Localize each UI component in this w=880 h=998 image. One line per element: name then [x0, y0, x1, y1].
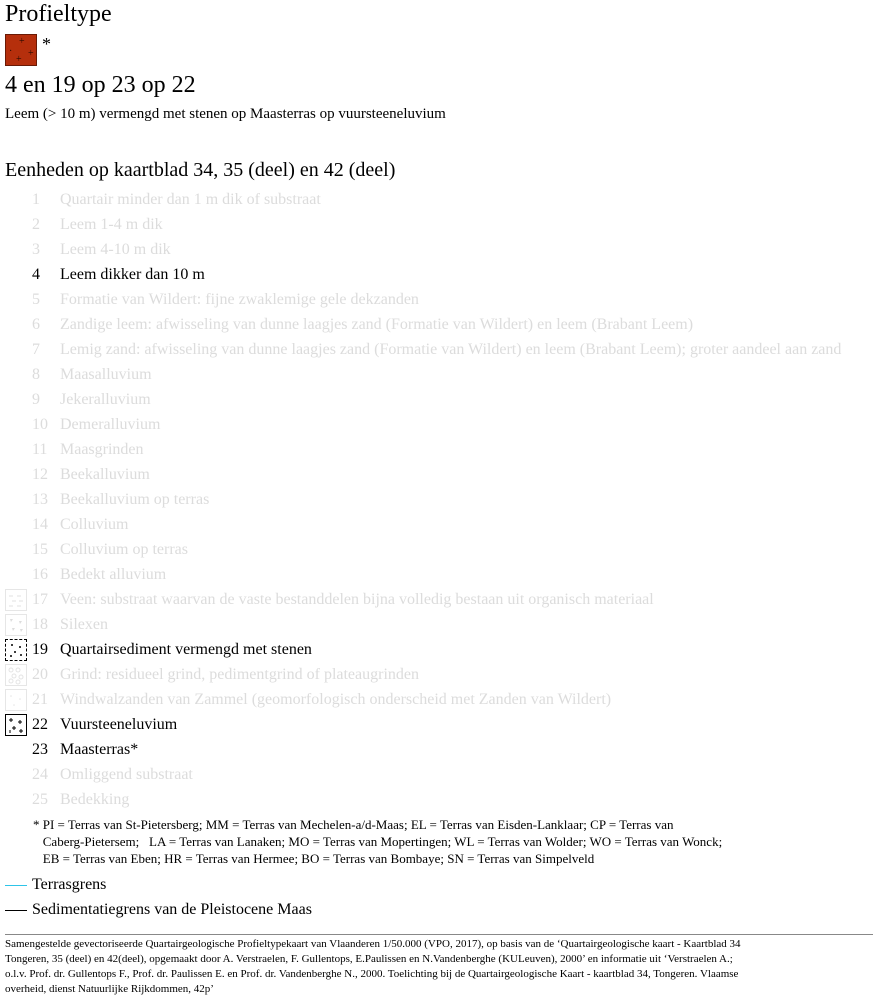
unit-label: Zandige leem: afwisseling van dunne laagjes zand (Formatie van Wildert) en leem (Brabant Leem) — [60, 315, 694, 333]
unit-row-9 — [5, 387, 880, 412]
profile-color-swatch: + · + + — [5, 34, 37, 66]
source-line: Tongeren, 35 (deel) en 42(deel), opgemaakt door A. Verstraelen, F. Gullentops, E.Paulissen en N.Vandenberghe (KULeuven), 2000’ en informatie uit ‘Verstraelen A.; — [5, 953, 733, 965]
profile-swatch-row — [5, 34, 51, 66]
note-line: EB = Terras van Eben; HR = Terras van Hermee; BO = Terras van Bombaye; SN = Terras van Simpelveld — [33, 851, 595, 866]
unit-row-8 — [5, 362, 880, 387]
unit-icon-empty — [5, 364, 27, 386]
unit-number: 3 — [32, 240, 40, 258]
unit-icon-empty — [5, 414, 27, 436]
profile-code: 4 en 19 op 23 op 22 — [5, 72, 196, 98]
unit-row-25 — [5, 787, 880, 812]
unit-label: Grind: residueel grind, pedimentgrind of plateaugrinden — [60, 665, 420, 683]
unit-label: Demeralluvium — [60, 415, 161, 433]
unit-row-17 — [5, 587, 880, 612]
unit-label: Maasterras* — [60, 740, 139, 758]
unit-icon-empty — [5, 339, 27, 361]
unit-icon-empty — [5, 564, 27, 586]
unit-icon-empty — [5, 439, 27, 461]
unit-label: Quartairsediment vermengd met stenen — [60, 640, 312, 658]
unit-icon-empty — [5, 539, 27, 561]
unit-row-10 — [5, 412, 880, 437]
unit-row-11 — [5, 437, 880, 462]
unit-row-23 — [5, 737, 880, 762]
unit-row-2 — [5, 212, 880, 237]
unit-number: 25 — [32, 790, 48, 808]
terrasgrens-line-icon — [5, 885, 27, 886]
unit-label: Quartair minder dan 1 m dik of substraat — [60, 190, 321, 208]
unit-row-3 — [5, 237, 880, 262]
unit-number: 14 — [32, 515, 48, 533]
unit-label: Formatie van Wildert: fijne zwaklemige gele dekzanden — [60, 290, 419, 308]
unit-number: 12 — [32, 465, 48, 483]
unit-row-12 — [5, 462, 880, 487]
gravel-pattern-icon — [5, 664, 27, 686]
windwal-pattern-icon — [5, 689, 27, 711]
unit-label: Omliggend substraat — [60, 765, 193, 783]
unit-label: Maasgrinden — [60, 440, 144, 458]
unit-label: Veen: substraat waarvan de vaste bestanddelen bijna volledig bestaan uit organisch materiaal — [60, 590, 654, 608]
unit-number: 4 — [32, 265, 40, 283]
unit-label: Bedekking — [60, 790, 130, 808]
profile-description: Leem (> 10 m) vermengd met stenen op Maasterras op vuursteeneluvium — [5, 106, 446, 122]
unit-row-4 — [5, 262, 880, 287]
swatch-asterisk: * — [42, 34, 51, 54]
unit-label: Colluvium op terras — [60, 540, 188, 558]
unit-number: 9 — [32, 390, 40, 408]
unit-icon-empty — [5, 764, 27, 786]
unit-icon-empty — [5, 514, 27, 536]
unit-icon-empty — [5, 289, 27, 311]
unit-number: 23 — [32, 740, 48, 758]
legend-label: Terrasgrens — [32, 876, 107, 893]
note-line: Caberg-Pietersem; LA = Terras van Lanaken; MO = Terras van Mopertingen; WL = Terras van Wolder; WO = Terras van Wonck; — [33, 834, 723, 849]
unit-icon-empty — [5, 389, 27, 411]
silex-pattern-icon — [5, 614, 27, 636]
unit-label: Beekalluvium op terras — [60, 490, 210, 508]
source-citation — [5, 937, 875, 997]
legend-label: Sedimentatiegrens van de Pleistocene Maas — [32, 901, 312, 918]
unit-number: 19 — [32, 640, 48, 658]
unit-row-6 — [5, 312, 880, 337]
units-heading: Eenheden op kaartblad 34, 35 (deel) en 42 (deel) — [5, 159, 396, 181]
unit-number: 11 — [32, 440, 48, 458]
unit-label: Beekalluvium — [60, 465, 150, 483]
unit-label: Maasalluvium — [60, 365, 152, 383]
units-list — [5, 187, 880, 812]
unit-row-14 — [5, 512, 880, 537]
unit-row-7 — [5, 337, 880, 362]
unit-label: Colluvium — [60, 515, 129, 533]
legend-sedimentatiegrens — [5, 901, 312, 919]
unit-number: 2 — [32, 215, 40, 233]
unit-label: Vuursteeneluvium — [60, 715, 178, 733]
sedimentatiegrens-line-icon — [5, 910, 27, 911]
unit-icon-empty — [5, 264, 27, 286]
unit-row-18 — [5, 612, 880, 637]
unit-number: 1 — [32, 190, 40, 208]
legend-terrasgrens — [5, 876, 106, 894]
unit-number: 24 — [32, 765, 48, 783]
unit-number: 13 — [32, 490, 48, 508]
unit-row-15 — [5, 537, 880, 562]
unit-row-20 — [5, 662, 880, 687]
unit-icon-empty — [5, 189, 27, 211]
unit-label: Leem 1-4 m dik — [60, 215, 163, 233]
unit-number: 16 — [32, 565, 48, 583]
unit-row-1 — [5, 187, 880, 212]
unit-label: Windwalzanden van Zammel (geomorfologisch onderscheid met Zanden van Wildert) — [60, 690, 612, 708]
unit-number: 18 — [32, 615, 48, 633]
unit-label: Leem dikker dan 10 m — [60, 265, 205, 283]
unit-label: Lemig zand: afwisseling van dunne laagjes zand (Formatie van Wildert) en leem (Brabant Leem); groter aandeel aan zand — [60, 340, 842, 358]
unit-number: 7 — [32, 340, 40, 358]
unit-label: Jekeralluvium — [60, 390, 151, 408]
unit-number: 10 — [32, 415, 48, 433]
unit-row-21 — [5, 687, 880, 712]
unit-label: Bedekt alluvium — [60, 565, 167, 583]
terras-abbreviation-note — [33, 816, 833, 867]
note-line: * PI = Terras van St-Pietersberg; MM = Terras van Mechelen-a/d-Maas; EL = Terras van Eisden-Lanklaar; CP = Terras van — [33, 817, 674, 832]
unit-number: 21 — [32, 690, 48, 708]
unit-number: 22 — [32, 715, 48, 733]
stones-pattern-icon — [5, 639, 27, 661]
unit-icon-empty — [5, 239, 27, 261]
unit-label: Silexen — [60, 615, 108, 633]
source-line: overheid, dienst Natuurlijke Rijkdommen, 42p’ — [5, 983, 214, 995]
unit-number: 5 — [32, 290, 40, 308]
unit-row-22 — [5, 712, 880, 737]
unit-row-24 — [5, 762, 880, 787]
veen-pattern-icon — [5, 589, 27, 611]
unit-icon-empty — [5, 214, 27, 236]
unit-row-16 — [5, 562, 880, 587]
unit-label: Leem 4-10 m dik — [60, 240, 171, 258]
unit-row-5 — [5, 287, 880, 312]
unit-number: 6 — [32, 315, 40, 333]
unit-icon-empty — [5, 739, 27, 761]
unit-icon-empty — [5, 314, 27, 336]
source-line: Samengestelde gevectoriseerde Quartairgeologische Profieltypekaart van Vlaanderen 1/50.000 (VPO, 2017), op basis van de ‘Quartairgeologische kaart - Kaartblad 34 — [5, 938, 741, 950]
unit-number: 15 — [32, 540, 48, 558]
unit-icon-empty — [5, 789, 27, 811]
source-line: o.l.v. Prof. dr. Gullentops F., Prof. dr. Paulissen E. en Prof. dr. Vandenberghe N., 2000. Toelichting bij de Quartairgeologische Kaart - kaartblad 34, Tongeren. Vlaamse — [5, 968, 739, 980]
flint-pattern-icon — [5, 714, 27, 736]
page-title: Profieltype — [5, 1, 112, 27]
unit-icon-empty — [5, 464, 27, 486]
footer-divider — [5, 934, 873, 935]
unit-number: 8 — [32, 365, 40, 383]
unit-row-13 — [5, 487, 880, 512]
unit-icon-empty — [5, 489, 27, 511]
unit-row-19 — [5, 637, 880, 662]
unit-number: 17 — [32, 590, 48, 608]
unit-number: 20 — [32, 665, 48, 683]
